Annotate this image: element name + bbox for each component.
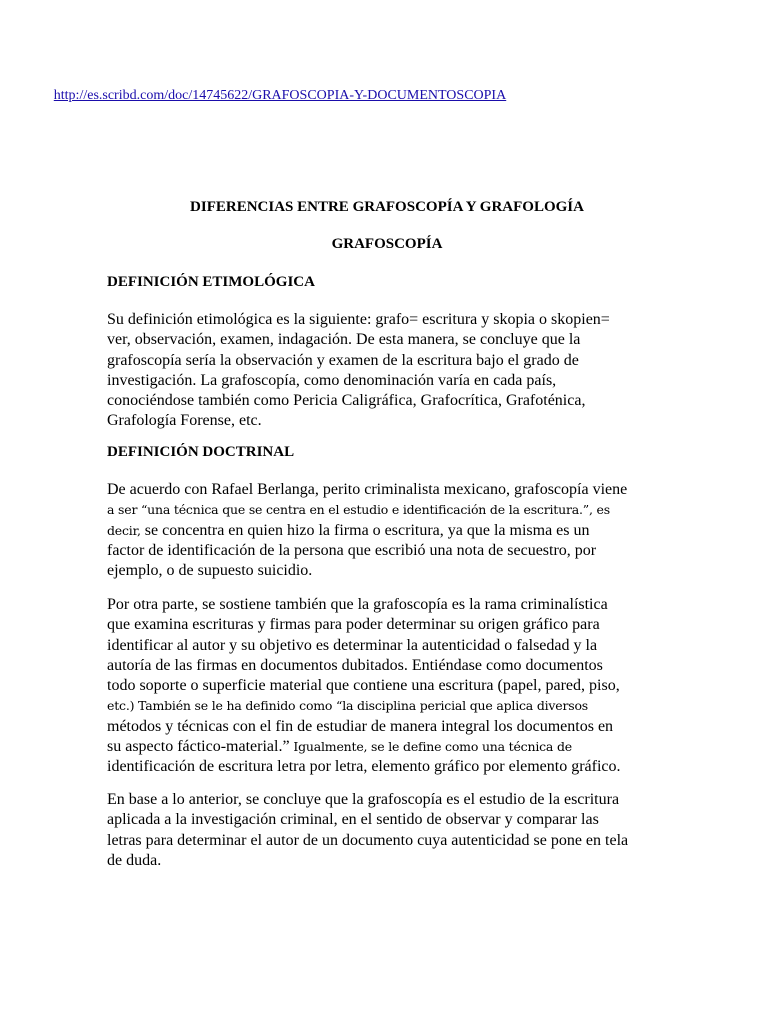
heading-definicion-etimologica: DEFINICIÓN ETIMOLÓGICA [107, 274, 315, 290]
text-line: ejemplo, o de supuesto suicidio. [107, 562, 313, 580]
text-line: De acuerdo con Rafael Berlanga, perito criminalista mexicano, grafoscopía viene [107, 481, 628, 498]
text-line: grafoscopía sería la observación y examen de la escritura bajo el grado de [107, 351, 579, 369]
text-line [107, 737, 667, 757]
text-line: Su definición etimológica es la siguiente: grafo= escritura y skopia o skopien= [107, 311, 610, 328]
text-line: letras para determinar el autor de un documento cuya autenticidad se pone en tela [107, 831, 629, 849]
text-line: Por otra parte, se sostiene también que la grafoscopía es la rama criminalística [107, 596, 608, 613]
paragraph-doctrinal-2 [107, 595, 667, 778]
text-line: de duda. [107, 851, 162, 869]
text-line: aplicada a la investigación criminal, en el sentido de observar y comparar las [107, 811, 599, 829]
text-line: investigación. La grafoscopía, como denominación varía en cada país, [107, 371, 557, 389]
text-line: métodos y técnicas con el fin de estudiar de manera integral los documentos en [107, 717, 614, 735]
text-line: factor de identificación de la persona que escribió una nota de secuestro, por [107, 541, 597, 559]
text-line: que examina escrituras y firmas para poder determinar su origen gráfico para [107, 616, 600, 634]
document-title: DIFERENCIAS ENTRE GRAFOSCOPÍA Y GRAFOLOGÍA [190, 199, 584, 215]
text-line: identificar al autor y su objetivo es determinar la autenticidad o falsedad y la [107, 636, 598, 654]
text-fragment: Igualmente, se le define como una técnica de [289, 739, 572, 755]
text-fragment: decir, [107, 522, 141, 538]
text-line: conociéndose también como Pericia Caligráfica, Grafocrítica, Grafoténica, [107, 392, 586, 410]
paragraph-doctrinal-3 [107, 790, 667, 871]
text-line: etc.) También se le ha definido como “la disciplina pericial que aplica diversos [107, 698, 589, 714]
text-line [107, 521, 667, 541]
text-line: Grafología Forense, etc. [107, 412, 262, 430]
paragraph-etimologica [107, 310, 667, 432]
text-line: identificación de escritura letra por letra, elemento gráfico por elemento gráfico. [107, 758, 621, 776]
text-line: ver, observación, examen, indagación. De esta manera, se concluye que la [107, 331, 581, 349]
text-line: En base a lo anterior, se concluye que la grafoscopía es el estudio de la escritura [107, 791, 620, 808]
text-line: autoría de las firmas en documentos dubitados. Entiéndase como documentos [107, 656, 603, 674]
text-fragment: se concentra en quien hizo la firma o escritura, ya que la misma es un [140, 521, 590, 539]
source-link[interactable]: http://es.scribd.com/doc/14745622/GRAFOSCOPIA-Y-DOCUMENTOSCOPIA [53, 88, 507, 103]
text-line: todo soporte o superficie material que contiene una escritura (papel, pared, piso, [107, 677, 620, 695]
heading-definicion-doctrinal: DEFINICIÓN DOCTRINAL [107, 444, 295, 460]
section-title-grafoscopia: GRAFOSCOPÍA [331, 236, 443, 252]
paragraph-doctrinal-1 [107, 480, 667, 581]
text-line: a ser “una técnica que se centra en el estudio e identificación de la escritura.”, es [107, 502, 610, 518]
text-fragment: su aspecto fáctico-material.” [107, 738, 290, 756]
